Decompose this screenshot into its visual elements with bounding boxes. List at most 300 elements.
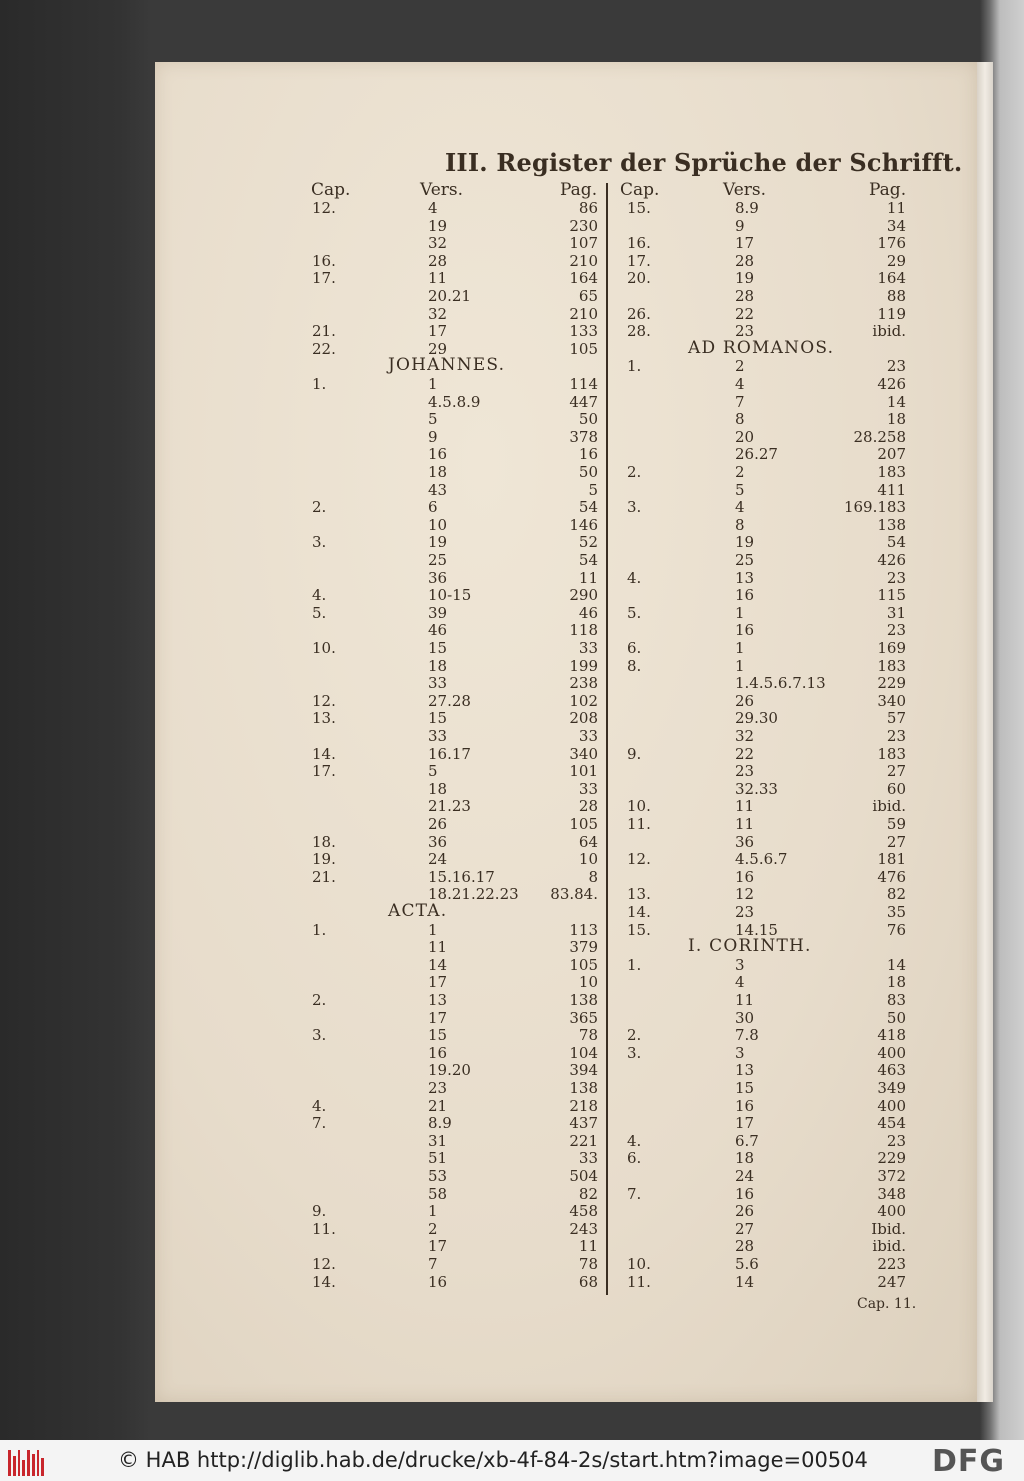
entry-cap: 11. [627, 815, 651, 833]
entry-pag: 23 [886, 727, 906, 745]
entry-pag: 65 [578, 287, 598, 305]
entry-vers: 25 [428, 551, 448, 569]
entry-vers: 11 [428, 938, 448, 957]
entry-vers: 15 [428, 639, 448, 657]
entry-cap: 16. [312, 251, 336, 270]
entry-pag: 290 [569, 586, 598, 605]
entry-pag: 146 [569, 515, 598, 534]
entry-pag: 183 [877, 656, 906, 675]
entry-cap: 21. [312, 322, 336, 341]
entry-vers: 20 [735, 427, 755, 446]
entry-pag: 463 [877, 1061, 906, 1080]
entry-vers: 15 [428, 709, 448, 728]
entry-pag: 454 [877, 1114, 906, 1133]
entry-pag: 59 [886, 815, 906, 833]
entry-vers: 43 [428, 480, 448, 499]
entry-vers: 36 [428, 832, 448, 851]
footer-copyright-url[interactable]: © HAB http://diglib.hab.de/drucke/xb-4f-84-2s/start.htm?image=00504 [118, 1448, 868, 1472]
entry-vers: 31 [428, 1131, 448, 1150]
entry-vers: 30 [735, 1008, 755, 1027]
entry-pag: 23 [886, 357, 906, 376]
entry-pag: 88 [886, 287, 906, 305]
entry-vers: 15.16.17 [428, 867, 495, 886]
entry-cap: 2. [312, 991, 327, 1009]
entry-vers: 17 [428, 1237, 448, 1256]
entry-pag: 400 [877, 1096, 906, 1115]
entry-vers: 17 [735, 1114, 755, 1133]
entry-pag: 437 [569, 1114, 598, 1133]
entry-pag: 50 [578, 463, 598, 481]
entry-cap: 15. [627, 199, 651, 217]
entry-vers: 14 [428, 955, 448, 974]
entry-pag: 243 [569, 1219, 598, 1238]
entry-vers: 1 [735, 603, 745, 622]
entry-pag: 400 [877, 1043, 906, 1062]
entry-vers: 28 [735, 251, 755, 270]
entry-pag: 28.258 [853, 427, 906, 446]
entry-vers: 16 [428, 1043, 448, 1062]
entry-vers: 25 [735, 551, 755, 569]
entry-cap: 20. [627, 269, 651, 288]
entry-pag: 18 [886, 410, 906, 429]
entry-vers: 16 [735, 1184, 755, 1203]
entry-cap: 10. [312, 639, 336, 657]
entry-vers: 17 [735, 234, 755, 253]
entry-cap: 11. [627, 1272, 651, 1291]
entry-vers: 4.5.8.9 [428, 392, 481, 411]
entry-cap: 3. [312, 533, 327, 552]
entry-cap: 14. [627, 903, 651, 921]
entry-vers: 58 [428, 1184, 448, 1203]
entry-pag: 31 [886, 603, 906, 622]
entry-cap: 4. [312, 1096, 327, 1115]
entry-pag: 107 [569, 234, 598, 253]
entry-cap: 12. [627, 850, 651, 869]
entry-pag: 8 [588, 867, 598, 886]
entry-pag: 68 [578, 1272, 598, 1291]
left-header-vers: Vers. [420, 180, 464, 200]
entry-cap: 1. [627, 955, 642, 974]
entry-cap: 7. [627, 1184, 642, 1203]
entry-vers: 36 [428, 568, 448, 587]
entry-cap: 2. [627, 463, 642, 481]
section-heading: AD ROMANOS. [688, 337, 835, 358]
entry-cap: 11. [312, 1219, 336, 1238]
entry-cap: 5. [627, 603, 642, 622]
entry-vers: 22 [735, 304, 755, 323]
entry-pag: 14 [886, 955, 906, 974]
entry-vers: 8.9 [428, 1114, 452, 1133]
entry-pag: 411 [877, 480, 906, 499]
entry-pag: 16 [578, 445, 598, 464]
entry-vers: 16.17 [428, 744, 471, 763]
entry-pag: 33 [578, 727, 598, 745]
entry-pag: 183 [877, 463, 906, 481]
page-title: III. Register der Sprüche der Schrifft. [445, 148, 963, 177]
entry-vers: 12 [735, 885, 755, 904]
entry-pag: 33 [578, 1149, 598, 1168]
entry-cap: 17. [312, 269, 336, 288]
entry-pag: 64 [578, 832, 598, 851]
entry-pag: 54 [578, 498, 598, 517]
entry-pag: 164 [877, 269, 906, 288]
entry-vers: 4 [735, 375, 745, 393]
entry-pag: 27 [886, 832, 906, 851]
entry-pag: 118 [569, 621, 598, 640]
entry-vers: 32 [735, 727, 755, 745]
entry-vers: 28 [735, 287, 755, 305]
entry-vers: 10-15 [428, 586, 472, 605]
entry-vers: 39 [428, 603, 448, 622]
entry-pag: 378 [569, 427, 598, 446]
entry-pag: 169 [877, 639, 906, 657]
entry-vers: 11 [428, 269, 448, 288]
entry-vers: 16 [735, 867, 755, 886]
entry-pag: 223 [877, 1255, 906, 1273]
hab-logo-icon [8, 1446, 44, 1476]
entry-pag: 349 [877, 1079, 906, 1097]
entry-pag: 11 [578, 568, 598, 587]
entry-pag: 28 [578, 797, 598, 816]
entry-cap: 2. [312, 498, 327, 517]
entry-cap: 3. [627, 1043, 642, 1062]
entry-pag: 35 [886, 903, 906, 921]
entry-pag: 23 [886, 568, 906, 587]
entry-vers: 18 [428, 656, 448, 675]
entry-cap: 14. [312, 744, 336, 763]
entry-pag: 230 [569, 216, 598, 235]
entry-vers: 28 [735, 1237, 755, 1256]
catchword: Cap. 11. [857, 1296, 917, 1312]
entry-pag: 207 [877, 445, 906, 464]
column-divider [606, 183, 608, 1295]
entry-vers: 22 [735, 744, 755, 763]
entry-pag: 11 [886, 199, 906, 217]
entry-pag: 426 [877, 551, 906, 569]
entry-vers: 4 [428, 199, 438, 217]
entry-pag: 5 [588, 480, 598, 499]
entry-pag: 400 [877, 1202, 906, 1221]
entry-vers: 5 [428, 762, 438, 781]
entry-vers: 29 [428, 339, 448, 358]
entry-cap: 12. [312, 1255, 336, 1273]
entry-pag: 60 [886, 779, 906, 798]
entry-vers: 26 [735, 1202, 755, 1221]
entry-pag: 82 [886, 885, 906, 904]
entry-pag: 138 [569, 1079, 598, 1097]
entry-vers: 18 [428, 463, 448, 481]
entry-vers: 6 [428, 498, 438, 517]
entry-pag: 10 [578, 973, 598, 992]
entry-pag: 447 [569, 392, 598, 411]
entry-pag: 33 [578, 779, 598, 798]
entry-pag: 340 [877, 691, 906, 710]
entry-vers: 5 [735, 480, 745, 499]
entry-pag: 14 [886, 392, 906, 411]
entry-cap: 5. [312, 603, 327, 622]
entry-vers: 33 [428, 674, 448, 693]
entry-pag: 23 [886, 1131, 906, 1150]
entry-pag: 199 [569, 656, 598, 675]
entry-vers: 16 [735, 1096, 755, 1115]
entry-pag: 83.84. [550, 885, 598, 904]
entry-vers: 11 [735, 797, 755, 816]
right-header-cap: Cap. [620, 180, 660, 200]
entry-vers: 8.9 [735, 199, 759, 217]
entry-cap: 3. [627, 498, 642, 517]
entry-pag: 29 [886, 251, 906, 270]
entry-pag: 138 [877, 515, 906, 534]
entry-vers: 18 [428, 779, 448, 798]
entry-vers: 21.23 [428, 797, 471, 816]
section-heading: JOHANNES. [388, 355, 506, 376]
entry-pag: Ibid. [871, 1219, 906, 1238]
entry-vers: 51 [428, 1149, 448, 1168]
entry-pag: 114 [569, 375, 598, 393]
entry-vers: 16 [428, 1272, 448, 1291]
entry-cap: 15. [627, 920, 651, 939]
entry-pag: 119 [877, 304, 906, 323]
entry-cap: 1. [312, 920, 327, 939]
entry-cap: 4. [312, 586, 327, 605]
entry-vers: 16 [735, 621, 755, 640]
entry-pag: 54 [886, 533, 906, 552]
entry-vers: 14 [735, 1272, 755, 1291]
entry-vers: 13 [735, 568, 755, 587]
entry-vers: 4.5.6.7 [735, 850, 788, 869]
entry-pag: 101 [569, 762, 598, 781]
entry-pag: 78 [578, 1026, 598, 1045]
entry-vers: 2 [735, 463, 745, 481]
entry-vers: 26 [735, 691, 755, 710]
entry-pag: 54 [578, 551, 598, 569]
left-header-pag: Pag. [560, 180, 598, 200]
entry-vers: 27.28 [428, 691, 471, 710]
entry-vers: 36 [735, 832, 755, 851]
entry-vers: 7 [428, 1255, 438, 1273]
entry-cap: 10. [627, 1255, 651, 1273]
entry-pag: 210 [569, 304, 598, 323]
entry-pag: 105 [569, 955, 598, 974]
entry-vers: 2 [735, 357, 745, 376]
entry-pag: 458 [569, 1202, 598, 1221]
entry-pag: 113 [569, 920, 598, 939]
entry-pag: 164 [569, 269, 598, 288]
entry-vers: 6.7 [735, 1131, 759, 1150]
entry-vers: 19 [428, 216, 448, 235]
entry-pag: 476 [877, 867, 906, 886]
entry-cap: 28. [627, 322, 651, 341]
entry-vers: 53 [428, 1167, 448, 1185]
entry-pag: 23 [886, 621, 906, 640]
entry-pag: 52 [578, 533, 598, 552]
entry-pag: 34 [886, 216, 906, 235]
entry-vers: 46 [428, 621, 448, 640]
entry-vers: 17 [428, 322, 448, 341]
dfg-logo: DFG [932, 1444, 1006, 1479]
entry-vers: 15 [735, 1079, 755, 1097]
entry-vers: 17 [428, 973, 448, 992]
entry-vers: 23 [735, 762, 755, 781]
entry-cap: 22. [312, 339, 336, 358]
entry-cap: 9. [312, 1202, 327, 1221]
entry-vers: 18 [735, 1149, 755, 1168]
entry-vers: 7 [735, 392, 745, 411]
entry-pag: 365 [569, 1008, 598, 1027]
entry-cap: 17. [627, 251, 651, 270]
entry-pag: 57 [886, 709, 906, 728]
section-heading: ACTA. [388, 901, 448, 921]
entry-pag: 78 [578, 1255, 598, 1273]
entry-pag: 104 [569, 1043, 598, 1062]
entry-pag: 372 [877, 1167, 906, 1185]
entry-pag: 247 [877, 1272, 906, 1291]
entry-vers: 32.33 [735, 779, 778, 798]
entry-pag: 379 [569, 938, 598, 957]
entry-cap: 8. [627, 656, 642, 675]
entry-cap: 4. [627, 1131, 642, 1150]
entry-vers: 23 [428, 1079, 448, 1097]
entry-pag: 83 [886, 991, 906, 1009]
entry-pag: 229 [877, 1149, 906, 1168]
entry-vers: 19.20 [428, 1061, 471, 1080]
entry-pag: 138 [569, 991, 598, 1009]
entry-pag: ibid. [872, 1237, 906, 1256]
entry-vers: 17 [428, 1008, 448, 1027]
entry-pag: 504 [569, 1167, 598, 1185]
entry-vers: 20.21 [428, 287, 471, 305]
footer-bar [0, 1440, 1024, 1481]
entry-vers: 14.15 [735, 920, 778, 939]
entry-vers: 2 [428, 1219, 438, 1238]
entry-pag: 11 [578, 1237, 598, 1256]
entry-pag: 340 [569, 744, 598, 763]
entry-pag: 229 [877, 674, 906, 693]
entry-cap: 9. [627, 744, 642, 763]
entry-pag: 238 [569, 674, 598, 693]
entry-vers: 16 [735, 586, 755, 605]
entry-pag: 50 [886, 1008, 906, 1027]
entry-vers: 11 [735, 991, 755, 1009]
entry-vers: 1 [428, 920, 438, 939]
entry-pag: 394 [569, 1061, 598, 1080]
entry-pag: 418 [877, 1026, 906, 1045]
page-edge [977, 62, 993, 1402]
entry-cap: 4. [627, 568, 642, 587]
entry-vers: 32 [428, 304, 448, 323]
entry-vers: 24 [428, 850, 448, 869]
entry-cap: 16. [627, 234, 651, 253]
entry-vers: 26.27 [735, 445, 778, 464]
entry-pag: 183 [877, 744, 906, 763]
entry-pag: 18 [886, 973, 906, 992]
section-heading: I. CORINTH. [688, 936, 812, 957]
entry-cap: 13. [627, 885, 651, 904]
entry-pag: 348 [877, 1184, 906, 1203]
entry-cap: 6. [627, 1149, 642, 1168]
entry-vers: 1.4.5.6.7.13 [735, 674, 826, 693]
entry-pag: 105 [569, 815, 598, 833]
entry-cap: 1. [627, 357, 642, 376]
entry-pag: 10 [578, 850, 598, 869]
entry-pag: 105 [569, 339, 598, 358]
entry-vers: 9 [428, 427, 438, 446]
entry-cap: 18. [312, 832, 336, 851]
entry-pag: 27 [886, 762, 906, 781]
entry-vers: 1 [735, 639, 745, 657]
entry-cap: 12. [312, 199, 336, 217]
entry-pag: 76 [886, 920, 906, 939]
entry-vers: 23 [735, 322, 755, 341]
entry-vers: 19 [735, 533, 755, 552]
entry-vers: 3 [735, 955, 745, 974]
entry-vers: 4 [735, 498, 745, 517]
entry-pag: 46 [578, 603, 598, 622]
entry-pag: 218 [569, 1096, 598, 1115]
entry-pag: 208 [569, 709, 598, 728]
right-header-vers: Vers. [723, 180, 767, 200]
entry-vers: 26 [428, 815, 448, 833]
entry-vers: 7.8 [735, 1026, 759, 1045]
entry-vers: 11 [735, 815, 755, 833]
entry-vers: 27 [735, 1219, 755, 1238]
entry-pag: 133 [569, 322, 598, 341]
entry-vers: 19 [735, 269, 755, 288]
entry-cap: 3. [312, 1026, 327, 1045]
entry-pag: 426 [877, 375, 906, 393]
entry-pag: 102 [569, 691, 598, 710]
entry-vers: 9 [735, 216, 745, 235]
entry-vers: 29.30 [735, 709, 778, 728]
entry-vers: 8 [735, 515, 745, 534]
entry-pag: 169.183 [843, 498, 906, 517]
entry-pag: 181 [877, 850, 906, 869]
entry-pag: 115 [877, 586, 906, 605]
entry-pag: 50 [578, 410, 598, 429]
entry-vers: 15 [428, 1026, 448, 1045]
entry-vers: 21 [428, 1096, 448, 1115]
entry-vers: 3 [735, 1043, 745, 1062]
entry-cap: 26. [627, 304, 651, 323]
entry-pag: 176 [877, 234, 906, 253]
entry-cap: 1. [312, 375, 327, 393]
entry-vers: 13 [735, 1061, 755, 1080]
entry-vers: 16 [428, 445, 448, 464]
entry-vers: 28 [428, 251, 448, 270]
entry-vers: 5 [428, 410, 438, 429]
entry-pag: 33 [578, 639, 598, 657]
entry-vers: 19 [428, 533, 448, 552]
entry-vers: 1 [735, 656, 745, 675]
entry-vers: 8 [735, 410, 745, 429]
entry-cap: 14. [312, 1272, 336, 1291]
entry-pag: 221 [569, 1131, 598, 1150]
entry-vers: 1 [428, 1202, 438, 1221]
entry-cap: 19. [312, 850, 336, 869]
entry-cap: 17. [312, 762, 336, 781]
entry-vers: 4 [735, 973, 745, 992]
entry-cap: 10. [627, 797, 651, 816]
entry-vers: 10 [428, 515, 448, 534]
entry-cap: 12. [312, 691, 336, 710]
entry-cap: 13. [312, 709, 336, 728]
entry-pag: ibid. [872, 797, 906, 816]
entry-cap: 21. [312, 867, 336, 886]
entry-pag: 82 [578, 1184, 598, 1203]
entry-vers: 32 [428, 234, 448, 253]
entry-pag: ibid. [872, 322, 906, 341]
entry-vers: 5.6 [735, 1255, 759, 1273]
